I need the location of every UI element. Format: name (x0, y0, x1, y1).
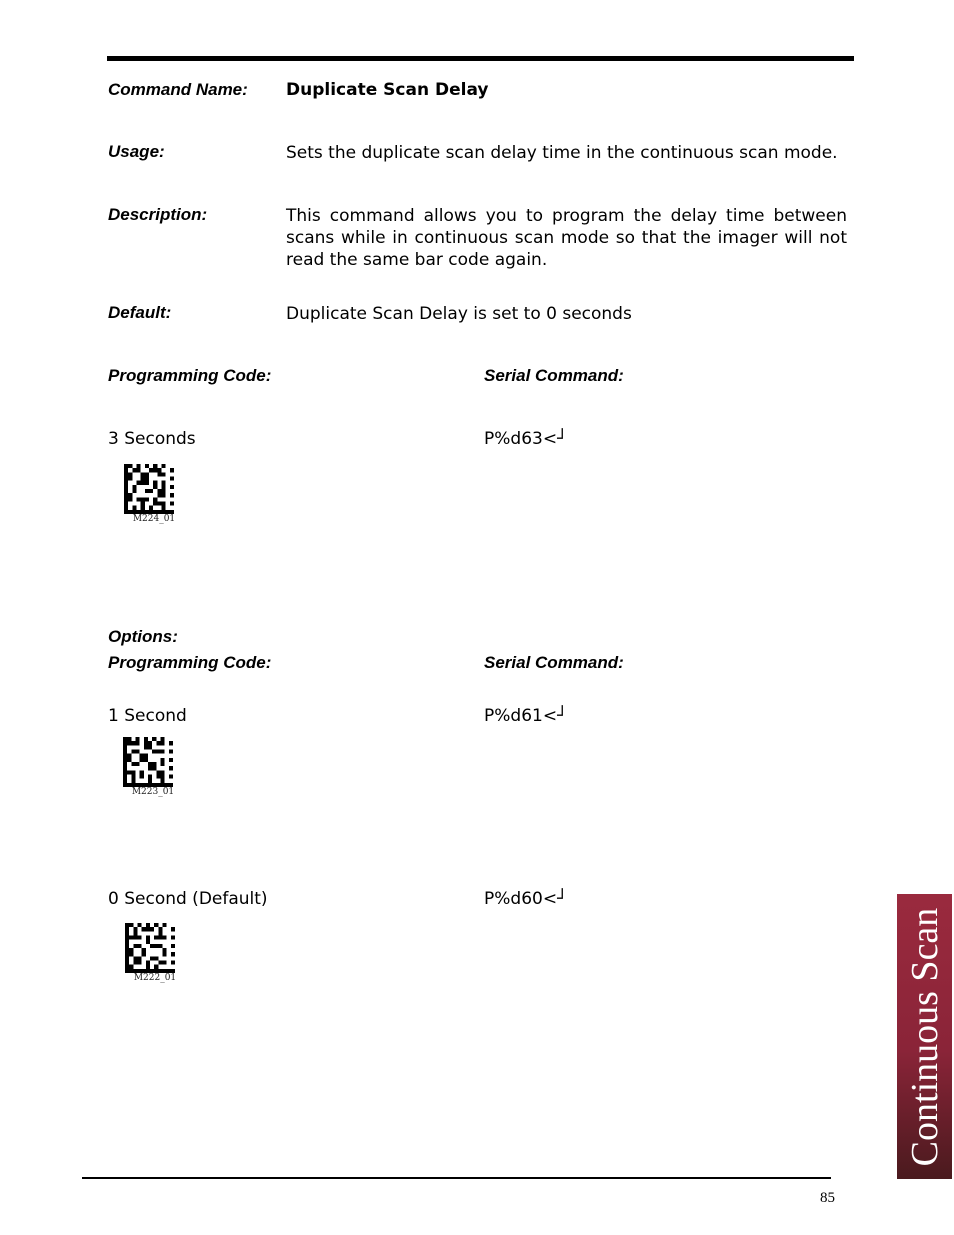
command-name-label: Command Name: (108, 80, 248, 99)
serial-command-3-seconds: P%d63<┘ (484, 429, 568, 449)
section-side-tab (897, 894, 952, 1179)
data-matrix-barcode-icon (125, 923, 175, 973)
code-caption: M222_01 (133, 973, 177, 983)
side-tab-label: Continuous Scan (903, 907, 946, 1166)
serial-command-1-second: P%d61<┘ (484, 706, 568, 726)
usage-value: Sets the duplicate scan delay time in the continuous scan mode. (286, 143, 838, 163)
description-value: This command allows you to program the delay time between scans while in continuous scan mode so that the imager will not read the same bar code again. (286, 206, 847, 270)
data-matrix-barcode-icon (123, 737, 173, 787)
usage-label: Usage: (108, 142, 165, 161)
option-label-3-seconds: 3 Seconds (108, 429, 196, 449)
code-caption: M223_01 (131, 787, 175, 797)
page-number: 85 (820, 1190, 835, 1206)
programming-code-header: Programming Code: (108, 653, 272, 672)
data-matrix-code-3-seconds (124, 464, 184, 524)
code-caption: M224_01 (132, 514, 176, 524)
option-label-1-second: 1 Second (108, 706, 187, 726)
bottom-rule (82, 1177, 831, 1179)
command-name-value: Duplicate Scan Delay (286, 80, 489, 100)
serial-command-header: Serial Command: (484, 366, 624, 385)
programming-code-header: Programming Code: (108, 366, 272, 385)
data-matrix-code-1-second (123, 737, 183, 797)
default-label: Default: (108, 303, 172, 322)
data-matrix-code-0-second (125, 923, 185, 983)
serial-command-header: Serial Command: (484, 653, 624, 672)
description-label: Description: (108, 205, 208, 224)
serial-command-0-second: P%d60<┘ (484, 889, 568, 909)
default-value: Duplicate Scan Delay is set to 0 seconds (286, 304, 632, 324)
data-matrix-barcode-icon (124, 464, 174, 514)
top-rule (107, 56, 854, 61)
options-label: Options: (108, 627, 178, 646)
option-label-0-second: 0 Second (Default) (108, 889, 268, 909)
